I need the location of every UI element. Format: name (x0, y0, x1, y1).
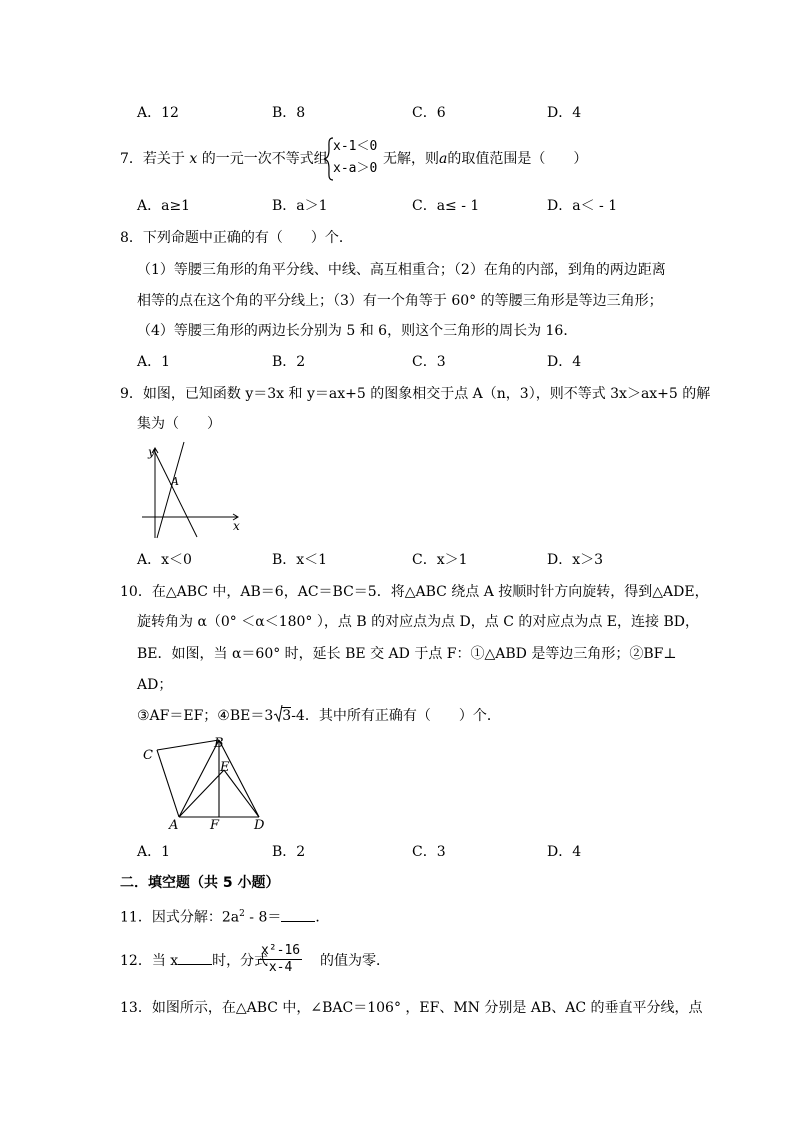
q9-option-a: A．x＜0 (137, 552, 192, 568)
q9-option-b: B．x＜1 (272, 552, 328, 568)
q10-line-3: BE．如图，当 α＝60° 时，延长 BE 交 AD 于点 F：①△ABD 是等边三角形；②BF⊥ (137, 646, 677, 662)
q10-option-b: B．2 (272, 844, 306, 860)
q10-line-2: 旋转角为 α（0° ＜α＜180° ），点 B 的对应点为点 D，点 C 的对应点为点 E，连接 BD， (137, 614, 699, 630)
q8-option-c: C．3 (412, 354, 446, 370)
q7-inequality-system (323, 137, 383, 181)
label-c: C (143, 748, 153, 763)
q7-option-d: D．a＜ - 1 (547, 198, 618, 214)
q8-option-d: D．4 (547, 354, 582, 370)
q9-option-d: D．x＞3 (547, 552, 604, 568)
q7-stem-tail: 无解，则a的取值范围是（ ） (383, 151, 588, 167)
section-heading: 二．填空题（共 5 小题） (120, 875, 280, 891)
q10-option-c: C．3 (412, 844, 446, 860)
q10-triangle-figure (140, 735, 270, 835)
q7-stem: 7．若关于 x 的一元一次不等式组 (120, 151, 328, 167)
label-f: F (210, 818, 220, 833)
q12-answer-blank[interactable] (178, 952, 212, 965)
q12-text: 12．当 x 时，分式 (120, 953, 269, 969)
q8-stem: 8．下列命题中正确的有（ ）个． (120, 230, 353, 246)
q7-option-b: B．a＞1 (272, 198, 328, 214)
q10-option-a: A．1 (137, 844, 171, 860)
q10-line-4: AD； (137, 677, 173, 693)
q9-line-1: 9．如图，已知函数 y＝3x 和 y＝ax+5 的图象相交于点 A（n，3），则不等式 3x＞ax+5 的解 (120, 386, 711, 402)
q7-inequality-2: x-a＞0 (333, 161, 378, 176)
q10-line-1: 10．在△ABC 中，AB＝6，AC＝BC＝5．将△ABC 绕点 A 按顺时针方向旋转，得到△ADE， (120, 584, 709, 600)
q6-option-d: D．4 (547, 105, 582, 121)
q9-line-2: 集为（ ） (137, 416, 221, 432)
x-axis-label: x (233, 519, 240, 533)
q6-option-a: A．12 (137, 105, 179, 121)
y-axis-label: y (148, 445, 155, 459)
q13-text: 13．如图所示，在△ABC 中，∠BAC＝106° ，EF、MN 分别是 AB、AC 的垂直平分线，点 (120, 1000, 703, 1016)
label-b: B (214, 736, 224, 751)
q12-denominator: x-4 (268, 960, 293, 975)
q8-line-1: （1）等腰三角形的角平分线、中线、高互相重合；（2）在角的内部，到角的两边距离 (137, 262, 666, 278)
q12-fraction (259, 943, 302, 976)
q8-option-a: A．1 (137, 354, 171, 370)
q10-option-d: D．4 (547, 844, 582, 860)
q8-line-2: 相等的点在这个角的平分线上；（3）有一个角等于 60° 的等腰三角形是等边三角形； (137, 293, 663, 309)
label-e: E (220, 760, 230, 775)
sqrt-icon: 3 (274, 707, 291, 725)
q7-option-a: A．a≥1 (137, 198, 191, 214)
q7-option-c: C．a≤ - 1 (412, 198, 480, 214)
q6-option-c: C．6 (412, 105, 446, 121)
q9-graph-figure (140, 440, 250, 540)
q8-line-3: （4）等腰三角形的两边长分别为 5 和 6，则这个三角形的周长为 16． (137, 323, 578, 339)
q12-numerator: x²-16 (261, 943, 301, 958)
label-d: D (254, 818, 265, 833)
q6-option-b: B．8 (272, 105, 306, 121)
q10-line-5: ③AF＝EF；④BE＝3 3-4．其中所有正确有（ ）个． (137, 707, 501, 725)
q8-option-b: B．2 (272, 354, 306, 370)
q11-answer-blank[interactable] (281, 909, 315, 922)
label-a: A (169, 818, 179, 833)
q11-text: 11．因式分解：$2a^2 - 8=$ ． (120, 909, 330, 926)
line-y-3x (157, 442, 184, 538)
q9-option-c: C．x＞1 (412, 552, 468, 568)
point-a-label: A (171, 475, 179, 488)
q12-tail: 的值为零． (320, 953, 390, 969)
q7-inequality-1: x-1＜0 (333, 139, 378, 154)
